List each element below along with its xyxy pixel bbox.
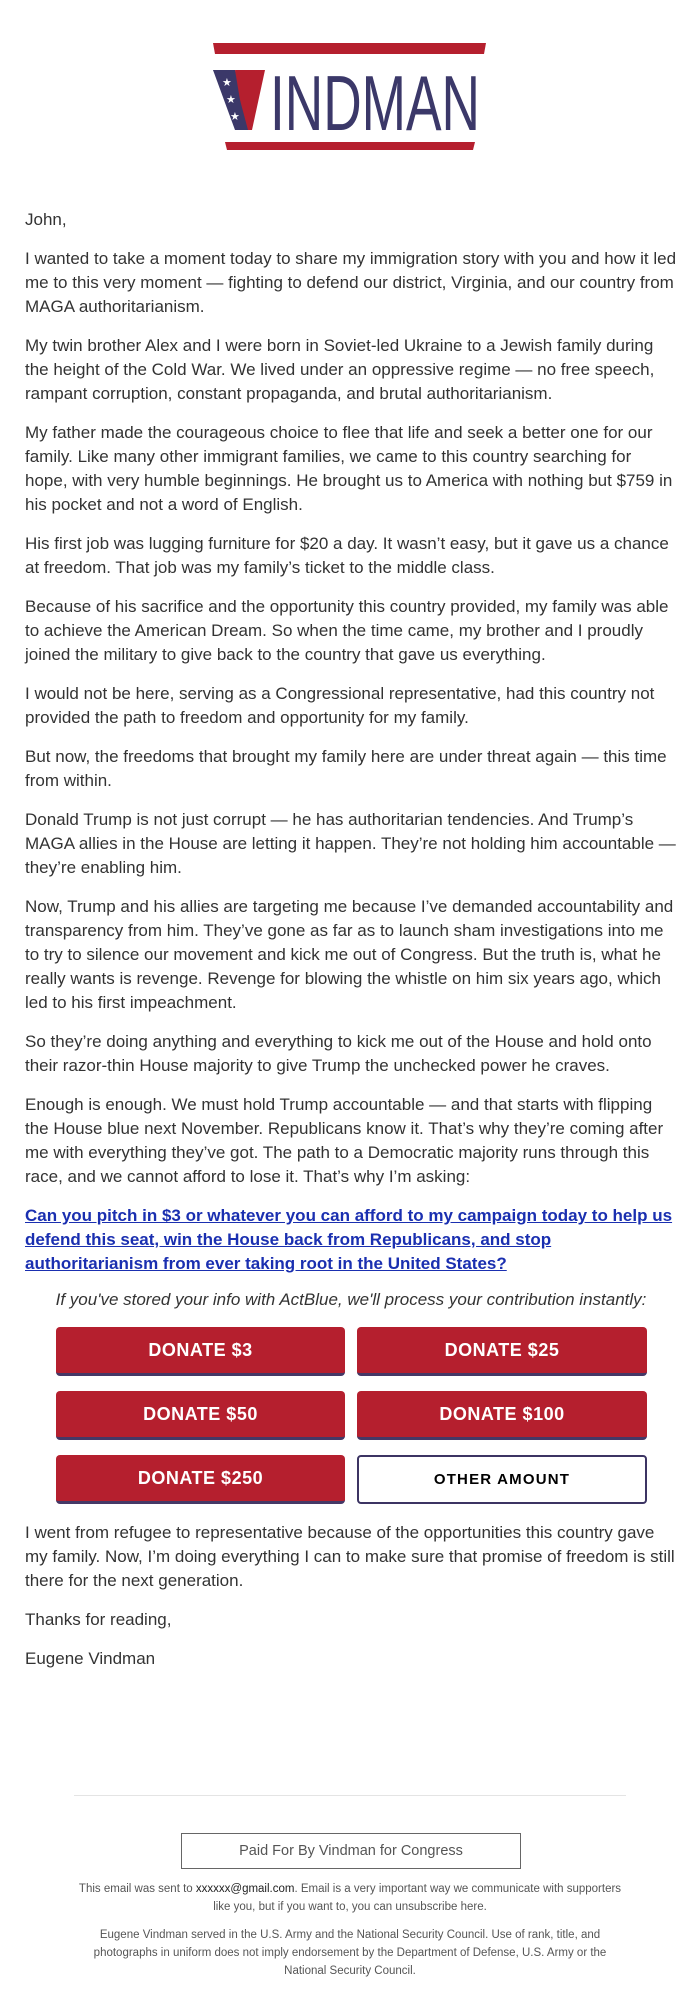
recipient-email: xxxxxx@gmail.com xyxy=(195,1883,295,1895)
email-body xyxy=(25,208,677,1686)
paragraph: I would not be here, serving as a Congressional representative, had this country not provided the path to freedom and opportunity for my family. xyxy=(25,684,655,727)
paragraph: Because of his sacrifice and the opportunity this country provided, my family was able to achieve the American Dream. So when the time came, my brother and I proudly joined the military to give back to the country that gave us everything. xyxy=(25,597,669,664)
svg-text:★: ★ xyxy=(226,94,236,106)
donate-50-button[interactable]: DONATE $50 xyxy=(56,1391,345,1440)
paragraph: My father made the courageous choice to flee that life and seek a better one for our family. Like many other immigrant families, we came to this country searching for hope, with very humble beginnings. He brought us to America with nothing but $759 in his pocket and not a word of English. xyxy=(25,423,673,514)
paid-for-box: Paid For By Vindman for Congress xyxy=(181,1833,521,1869)
paragraph: I wanted to take a moment today to share my immigration story with you and how it led me to this very moment — fighting to defend our district, Virginia, and our country from MAGA authoritarianism. xyxy=(25,249,677,316)
donate-cta-link[interactable]: Can you pitch in $3 or whatever you can afford to my campaign today to help us defend this seat, win the House back from Republicans, and stop authoritarianism from ever taking root in the United States? xyxy=(25,1206,673,1273)
donate-25-button[interactable]: DONATE $25 xyxy=(357,1327,647,1376)
unsubscribe-text[interactable]: . Email is a very important way we communicate with supporters like you, but if you want to, you can unsubscribe here. xyxy=(213,1883,622,1913)
paragraph: Now, Trump and his allies are targeting me because I’ve demanded accountability and transparency from him. They’ve gone as far as to launch sham investigations into me to try to silence our movement and kick me out of Congress. But the truth is, what he really wants is revenge. Revenge for blowing the whistle on him six years ago, which led to his first impeachment. xyxy=(25,897,674,1012)
donate-3-button[interactable]: DONATE $3 xyxy=(56,1327,345,1376)
donate-100-button[interactable]: DONATE $100 xyxy=(357,1391,647,1440)
other-amount-button[interactable]: OTHER AMOUNT xyxy=(357,1455,647,1504)
paragraph: His first job was lugging furniture for $20 a day. It wasn’t easy, but it gave us a chance at freedom. That job was my family’s ticket to the middle class. xyxy=(25,534,669,577)
sent-to-prefix: This email was sent to xyxy=(78,1883,196,1895)
donate-button-grid xyxy=(56,1327,677,1504)
signature: Eugene Vindman xyxy=(25,1649,156,1668)
closing-paragraph: I went from refugee to representative because of the opportunities this country gave my family. Now, I’m doing everything I can to make sure that promise of freedom is still there for the next generation. xyxy=(25,1523,675,1590)
paragraph: Enough is enough. We must hold Trump accountable — and that starts with flipping the House blue next November. Republicans know it. That’s why they’re coming after me with everything they’ve got. The path to a Democratic majority runs through this race, and we cannot afford to lose it. That’s why I’m asking: xyxy=(25,1095,664,1186)
paragraph: So they’re doing anything and everything to kick me out of the House and hold onto their razor-thin House majority to give Trump the unchecked power he craves. xyxy=(25,1032,652,1075)
paragraph: But now, the freedoms that brought my family here are under threat again — this time from within. xyxy=(25,747,667,790)
actblue-note: If you've stored your info with ActBlue, we'll process your contribution instantly: xyxy=(55,1290,647,1309)
sent-to-notice xyxy=(74,1880,626,1916)
greeting: John, xyxy=(25,210,67,229)
disclaimer: Eugene Vindman served in the U.S. Army and the National Security Council. Use of rank, title, and photographs in uniform does not imply endorsement by the Department of Defense, U.S. Army or the National Security Council. xyxy=(93,1929,607,1977)
donate-250-button[interactable]: DONATE $250 xyxy=(56,1455,345,1504)
signoff: Thanks for reading, xyxy=(25,1610,172,1629)
svg-text:★: ★ xyxy=(230,111,240,123)
svg-text:★: ★ xyxy=(222,77,232,89)
vindman-logo xyxy=(210,40,490,155)
svg-text:INDMAN: INDMAN xyxy=(270,59,480,147)
footer-divider xyxy=(74,1795,626,1796)
paragraph: Donald Trump is not just corrupt — he has authoritarian tendencies. And Trump’s MAGA allies in the House are letting it happen. They’re not holding him accountable — they’re enabling him. xyxy=(25,810,676,877)
paragraph: My twin brother Alex and I were born in Soviet-led Ukraine to a Jewish family during the height of the Cold War. We lived under an oppressive regime — no free speech, rampant corruption, constant propaganda, and brutal authoritarianism. xyxy=(25,336,655,403)
